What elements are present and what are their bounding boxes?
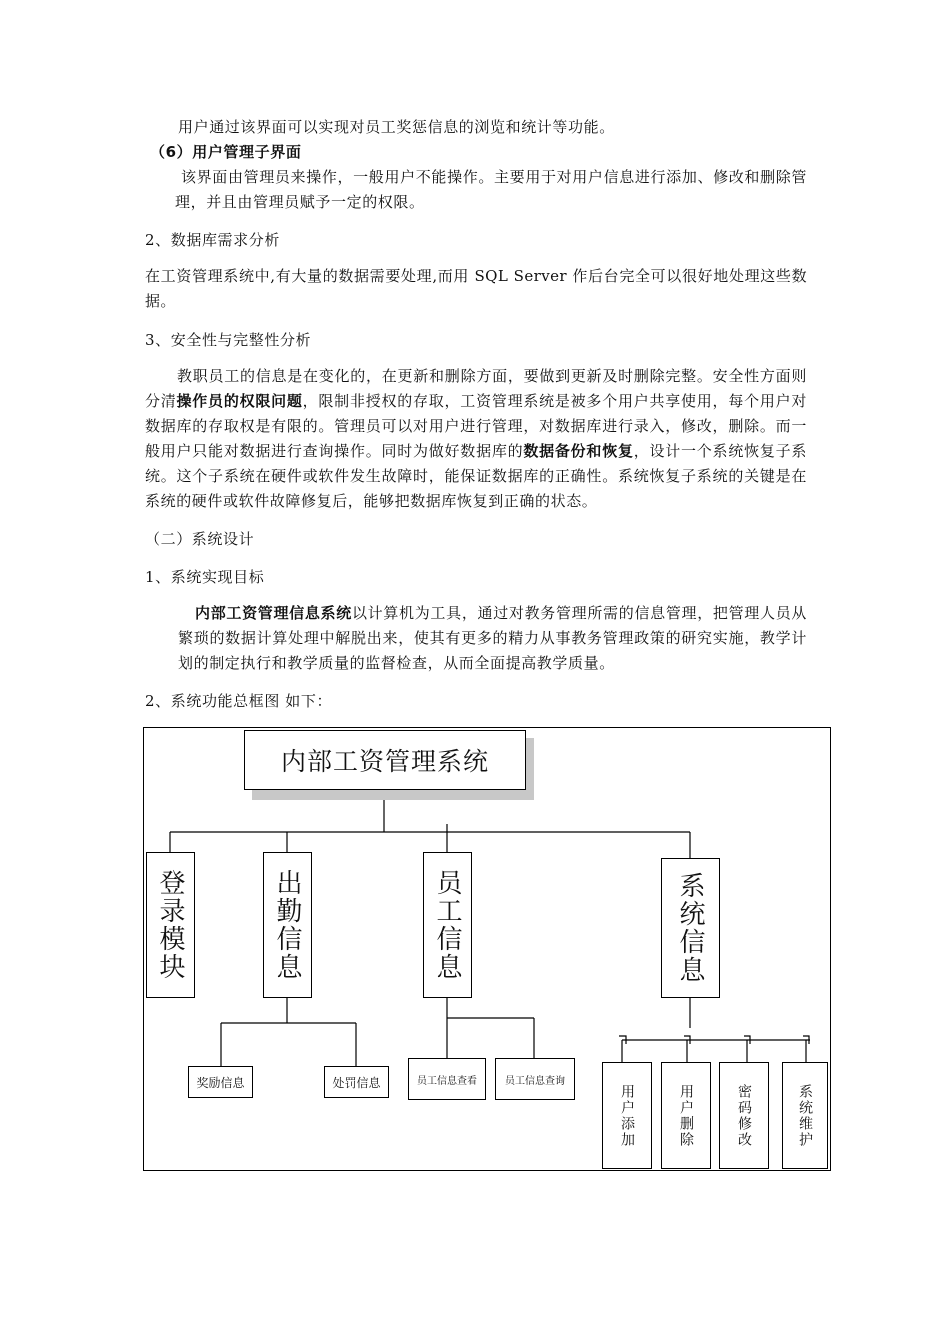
module-login: 登录模块 xyxy=(146,852,195,998)
emphasis-backup-restore: 数据备份和恢复 xyxy=(523,442,634,460)
leaf-penalty-info: 处罚信息 xyxy=(324,1066,389,1098)
heading-system-design: （二）系统设计 xyxy=(145,530,255,548)
leaf-user-delete: 用户删除 xyxy=(661,1062,711,1169)
module-attendance: 出勤信息 xyxy=(263,852,312,998)
leaf-password-change: 密码修改 xyxy=(719,1062,769,1169)
leaf-user-add: 用户添加 xyxy=(602,1062,652,1169)
heading-security: 3、安全性与完整性分析 xyxy=(145,331,312,349)
paragraph-db-requirements: 在工资管理系统中,有大量的数据需要处理,而用 SQL Server 作后台完全可以很好地处理这些数据。 xyxy=(145,267,807,310)
leaf-employee-view: 员工信息查看 xyxy=(408,1058,486,1100)
emphasis-operator-permissions: 操作员的权限问题 xyxy=(176,392,303,410)
heading-system-goal: 1、系统实现目标 xyxy=(145,568,265,586)
leaf-employee-query: 员工信息查询 xyxy=(495,1058,575,1100)
paragraph-system-goal: 内部工资管理信息系统以计算机为工具，通过对教务管理所需的信息管理，把管理人员从繁琐的数据计算处理中解脱出来，使其有更多的精力从事教务管理政策的研究实施，教学计划的制定执行和教学质量的监督检查，从而全面提高教学质量。 xyxy=(178,604,807,672)
heading-function-diagram: 2、系统功能总框图 如下： xyxy=(145,692,333,710)
leaf-reward-info: 奖励信息 xyxy=(188,1066,253,1098)
emphasis-system-name: 内部工资管理信息系统 xyxy=(195,604,352,622)
module-employee: 员工信息 xyxy=(423,852,472,998)
leaf-system-maintenance: 系统维护 xyxy=(782,1062,828,1169)
function-diagram xyxy=(143,727,831,1171)
heading-user-management: （6）用户管理子界面 xyxy=(150,143,302,161)
heading-db-requirements: 2、数据库需求分析 xyxy=(145,231,280,249)
paragraph-reward-browse: 用户通过该界面可以实现对员工奖惩信息的浏览和统计等功能。 xyxy=(178,118,615,136)
root-box: 内部工资管理系统 xyxy=(244,730,526,790)
paragraph-security: 教职员工的信息是在变化的，在更新和删除方面，要做到更新及时删除完整。安全性方面则分清操作员的权限问题，限制非授权的存取，工资管理系统是被多个用户共享使用，每个用户对数据库的存取权是有限的。管理员可以对用户进行管理，对数据库进行录入，修改，删除。而一般用户只能对数据进行查询操作。同时为做好数据库的数据备份和恢复，设计一个系统恢复子系统。这个子系统在硬件或软件发生故障时，能保证数据库的正确性。系统恢复子系统的关键是在系统的硬件或软件故障修复后，能够把数据库恢复到正确的状态。 xyxy=(145,367,807,510)
paragraph-user-management: 该界面由管理员来操作，一般用户不能操作。主要用于对用户信息进行添加、修改和删除管理，并且由管理员赋予一定的权限。 xyxy=(175,168,807,211)
module-system: 系统信息 xyxy=(661,858,720,998)
